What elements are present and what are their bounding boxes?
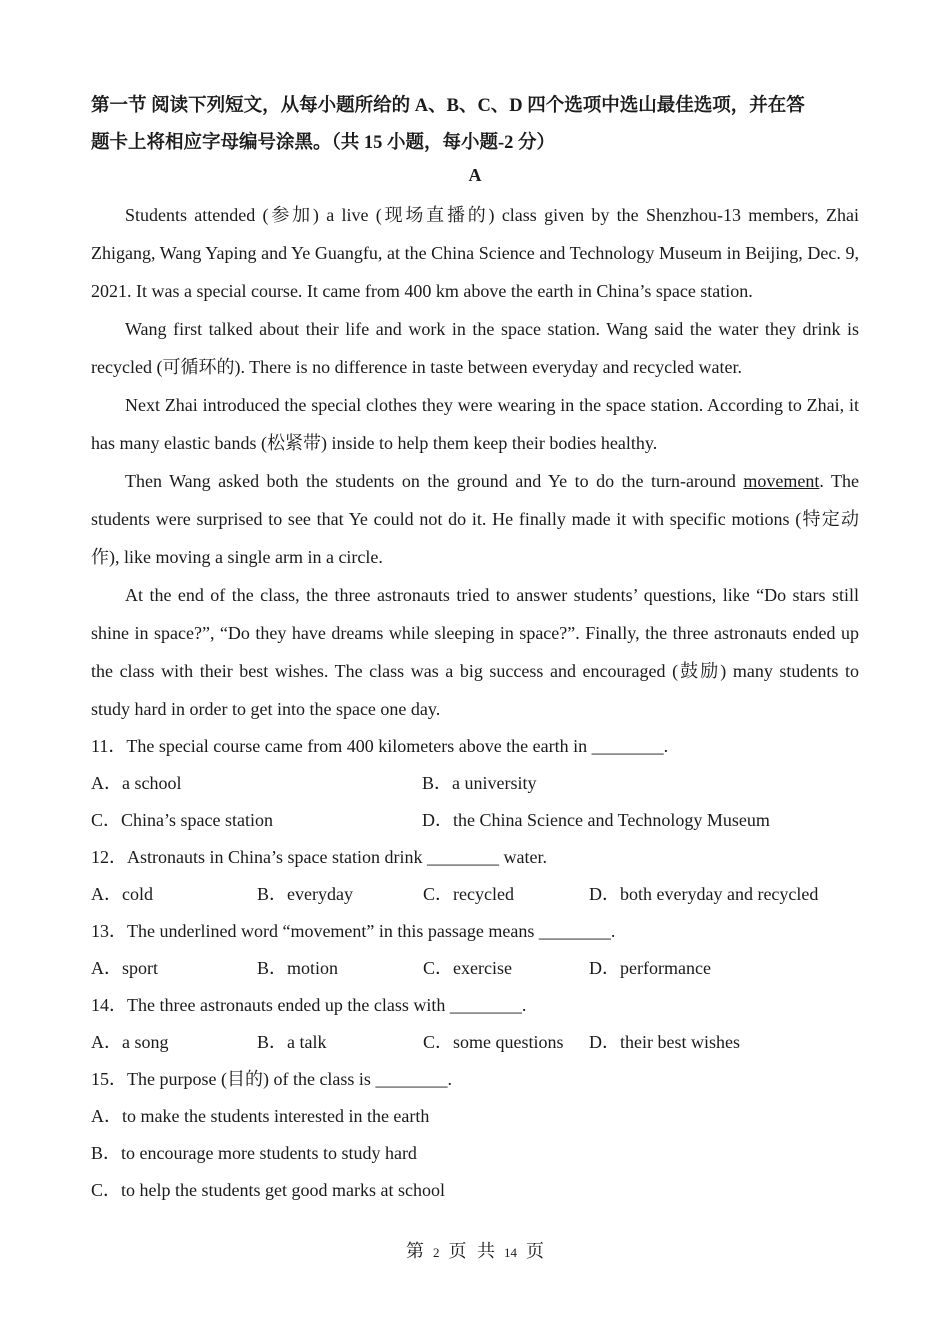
question-14 [91,987,859,1061]
paragraph-4-text-before: Then Wang asked both the students on the ground and Ye to do the turn-around [125,471,744,491]
option-c: C．to help the students get good marks at school [91,1180,445,1200]
option-a: A．sport [91,958,158,978]
option-c: C．some questions [423,1032,564,1052]
question-stem: 15．The purpose (目的) of the class is ________. [91,1069,452,1089]
question-stem: 11．The special course came from 400 kilometers above the earth in ________. [91,736,669,756]
options-row [91,765,859,802]
paragraph-3: Next Zhai introduced the special clothes they were wearing in the space station. According to Zhai, it has many elastic bands (松紧带) inside to help them keep their bodies healthy. [91,395,859,453]
option-b: B．motion [257,958,339,978]
paragraph-2: Wang first talked about their life and work in the space station. Wang said the water they drink is recycled (可循环的). There is no difference in taste between everyday and recycled water. [91,319,859,377]
section-heading-line-1: 第一节 阅读下列短文，从每小题所给的 A、B、C、D 四个选项中选山最佳选项，并在答 [91,96,805,116]
page-footer [0,1236,950,1268]
option-c: C．China’s space station [91,810,273,830]
footer-ye-2: 页 [526,1241,544,1261]
question-11 [91,728,859,839]
paragraph-4-text-after: . The students were surprised to see that Ye could not do it. He finally made it with specific motions (特定动作), like moving a single arm in a circle. [91,471,859,567]
options-row [91,1024,859,1061]
option-b: B．a talk [257,1032,327,1052]
option-a: A．to make the students interested in the earth [91,1106,430,1126]
footer-di: 第 [406,1241,424,1261]
option-d: D．both everyday and recycled [589,884,819,904]
question-15 [91,1061,859,1209]
paragraph-5: At the end of the class, the three astronauts tried to answer students’ questions, like “Do stars still shine in space?”, “Do they have dreams while sleeping in space?”. Finally, the three astronauts ended up the class with their best wishes. The class was a big success and encouraged (鼓励) many students to study hard in order to get into the space one day. [91,585,859,719]
option-b: B．a university [422,773,537,793]
option-a: A．a school [91,773,182,793]
section-heading-line-2: 题卡上将相应字母编号涂黑。（共 15 小题，每小题-2 分） [91,133,556,153]
option-b: B．everyday [257,884,353,904]
section-heading [91,88,859,162]
underlined-word: movement [743,471,820,491]
page-total: 14 [504,1245,517,1260]
option-d: D．performance [589,958,711,978]
footer-gong: 共 [477,1241,495,1261]
question-stem: 13．The underlined word “movement” in this passage means ________. [91,921,616,941]
option-a: A．cold [91,884,153,904]
option-a: A．a song [91,1032,169,1052]
passage-label: A [468,165,482,185]
paragraph-1: Students attended (参加) a live (现场直播的) class given by the Shenzhou-13 members, Zhai Zhigang, Wang Yaping and Ye Guangfu, at the China Science and Technology Museum in Beijing, Dec. 9, 2021. It was a special course. It came from 400 km above the earth in China’s space station. [91,205,859,301]
options-row [91,802,859,839]
page-number: 2 [433,1245,440,1260]
option-d: D．their best wishes [589,1032,740,1052]
option-b: B．to encourage more students to study hard [91,1143,417,1163]
options-row [91,950,859,987]
question-stem: 12．Astronauts in China’s space station drink ________ water. [91,847,547,867]
option-d: D．the China Science and Technology Museum [422,810,770,830]
footer-ye: 页 [448,1241,467,1261]
question-12 [91,839,859,913]
option-c: C．recycled [423,884,514,904]
question-stem: 14．The three astronauts ended up the class with ________. [91,995,527,1015]
question-13 [91,913,859,987]
paragraph-4 [91,462,859,576]
options-row [91,876,859,913]
option-c: C．exercise [423,958,512,978]
document-page [91,88,859,1209]
